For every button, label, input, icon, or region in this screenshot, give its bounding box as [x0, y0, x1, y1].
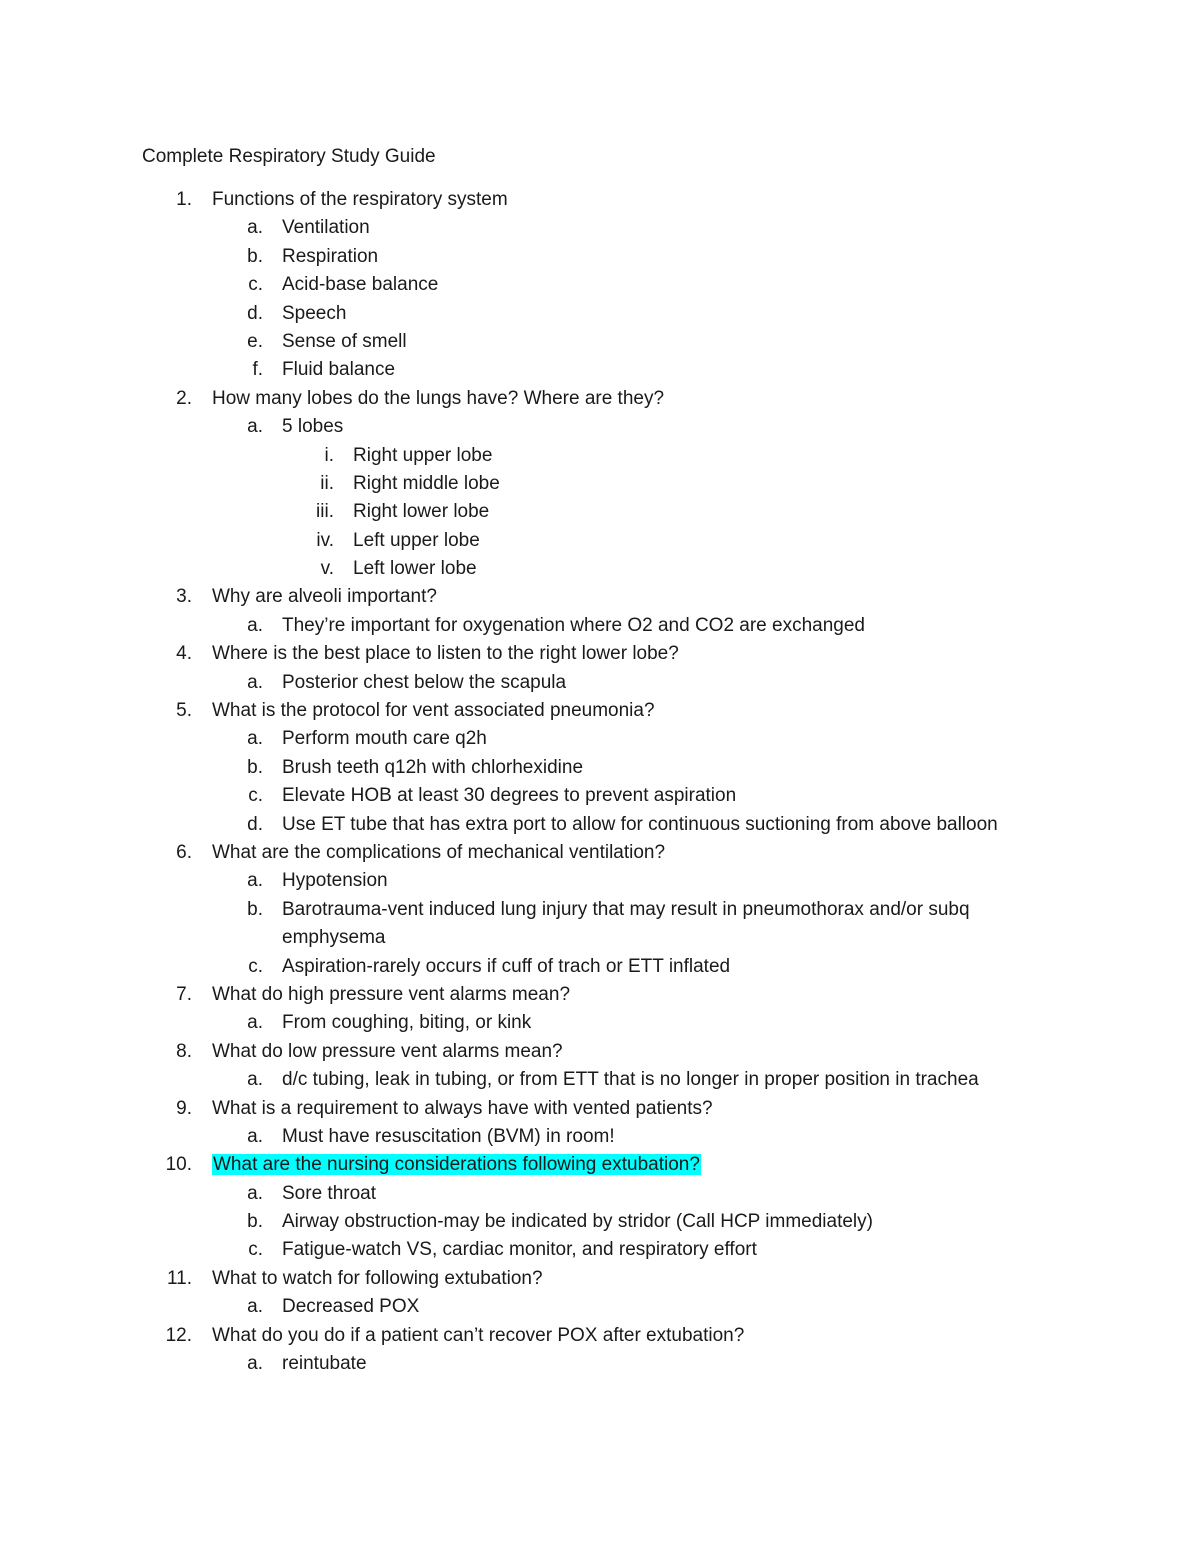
answer-item: [0, 1293, 1200, 1321]
question-item: [0, 839, 1200, 867]
answer-text: Ventilation: [282, 217, 370, 239]
answer-item: [0, 896, 1200, 953]
list-marker: d.: [247, 302, 263, 324]
list-marker: a.: [247, 728, 263, 750]
answer-text: Must have resuscitation (BVM) in room!: [282, 1125, 615, 1147]
list-marker: a.: [247, 614, 263, 636]
answer-item: [0, 754, 1200, 782]
answer-text: 5 lobes: [282, 416, 344, 438]
question-item: [0, 385, 1200, 413]
list-marker: 11.: [166, 1267, 192, 1289]
answer-item: [0, 725, 1200, 753]
list-marker: f.: [252, 359, 263, 381]
question-text: What are the complications of mechanical ventilation?: [212, 841, 666, 863]
answer-item: [0, 328, 1200, 356]
answer-text: Barotrauma-vent induced lung injury that may result in pneumothorax and/or subq emphysema: [282, 898, 970, 949]
answer-item: [0, 1236, 1200, 1264]
list-marker: 7.: [176, 983, 192, 1005]
answer-text: Fluid balance: [282, 359, 396, 381]
question-text: [212, 1151, 701, 1179]
list-marker: i.: [324, 444, 334, 466]
question-item: [0, 1322, 1200, 1350]
answer-text: Hypotension: [282, 870, 388, 892]
answer-text: They’re important for oxygenation where O2 and CO2 are exchanged: [282, 614, 865, 636]
question-item: [0, 186, 1200, 214]
list-marker: a.: [247, 1069, 263, 1091]
answer-item: [0, 782, 1200, 810]
list-marker: iii.: [316, 501, 334, 523]
list-marker: iv.: [316, 529, 334, 551]
list-marker: 1.: [176, 189, 192, 210]
answer-text: Respiration: [282, 245, 379, 267]
question-text: What do you do if a patient can’t recover POX after extubation?: [212, 1324, 745, 1346]
sub-answer-item: [0, 470, 1200, 498]
answer-item: [0, 1180, 1200, 1208]
list-marker: a.: [247, 416, 263, 438]
question-item: [0, 1095, 1200, 1123]
list-marker: a.: [247, 217, 263, 239]
list-marker: 3.: [176, 586, 192, 608]
list-marker: a.: [247, 1125, 263, 1147]
list-marker: e.: [247, 330, 263, 352]
list-marker: 6.: [176, 841, 192, 863]
list-marker: 9.: [176, 1097, 192, 1119]
answer-item: [0, 669, 1200, 697]
answer-item: [0, 1009, 1200, 1037]
question-text: What is a requirement to always have with vented patients?: [212, 1097, 713, 1119]
list-marker: a.: [247, 671, 263, 693]
list-marker: c.: [248, 274, 263, 296]
answer-text: Aspiration-rarely occurs if cuff of trach or ETT inflated: [282, 955, 731, 977]
answer-text: reintubate: [282, 1353, 367, 1375]
answer-item: [0, 811, 1200, 839]
list-marker: c.: [248, 955, 263, 977]
list-marker: b.: [247, 756, 263, 778]
list-marker: b.: [247, 245, 263, 267]
answer-item: [0, 1350, 1200, 1378]
answer-text: Airway obstruction-may be indicated by stridor (Call HCP immediately): [282, 1211, 873, 1233]
list-marker: v.: [320, 558, 334, 580]
list-marker: a.: [247, 1296, 263, 1318]
list-marker: 4.: [176, 643, 192, 665]
answer-text: Acid-base balance: [282, 274, 439, 296]
answer-text: Brush teeth q12h with chlorhexidine: [282, 756, 584, 778]
list-marker: a.: [247, 1012, 263, 1034]
list-marker: b.: [247, 898, 263, 920]
answer-text: Left upper lobe: [353, 529, 480, 551]
question-text: What to watch for following extubation?: [212, 1267, 543, 1289]
answer-item: [0, 413, 1200, 441]
answer-text: Posterior chest below the scapula: [282, 671, 567, 693]
sub-answer-item: [0, 527, 1200, 555]
question-item: [0, 981, 1200, 1009]
list-marker: c.: [248, 1239, 263, 1261]
list-marker: 10.: [165, 1154, 192, 1176]
sub-answer-item: [0, 498, 1200, 526]
answer-item: [0, 867, 1200, 895]
list-marker: a.: [247, 1182, 263, 1204]
document-title: Complete Respiratory Study Guide: [142, 146, 436, 167]
answer-item: [0, 1066, 1200, 1094]
question-item: [0, 697, 1200, 725]
question-text: What is the protocol for vent associated pneumonia?: [212, 700, 655, 722]
answer-item: [0, 1208, 1200, 1236]
answer-item: [0, 612, 1200, 640]
answer-text: Fatigue-watch VS, cardiac monitor, and respiratory effort: [282, 1239, 757, 1261]
answer-text: Decreased POX: [282, 1296, 420, 1318]
answer-text: Right upper lobe: [353, 444, 493, 466]
answer-text: Right middle lobe: [353, 472, 500, 494]
answer-text: Speech: [282, 302, 347, 324]
answer-item: [0, 271, 1200, 299]
list-marker: 8.: [176, 1040, 192, 1062]
question-text: How many lobes do the lungs have? Where are they?: [212, 387, 665, 409]
question-item: [0, 583, 1200, 611]
answer-text: d/c tubing, leak in tubing, or from ETT that is no longer in proper position in trachea: [282, 1069, 979, 1091]
answer-text: From coughing, biting, or kink: [282, 1012, 532, 1034]
question-item: [0, 1038, 1200, 1066]
answer-item: [0, 953, 1200, 981]
answer-text: Perform mouth care q2h: [282, 728, 487, 750]
answer-text: Elevate HOB at least 30 degrees to prevent aspiration: [282, 785, 737, 807]
list-marker: 5.: [176, 700, 192, 722]
list-marker: 12.: [165, 1324, 192, 1346]
study-guide-outline: [0, 186, 1200, 1378]
question-text: What do high pressure vent alarms mean?: [212, 983, 571, 1005]
question-text: Why are alveoli important?: [212, 586, 437, 608]
answer-item: [0, 243, 1200, 271]
answer-text: Right lower lobe: [353, 501, 490, 523]
list-marker: a.: [247, 870, 263, 892]
sub-answer-item: [0, 555, 1200, 583]
answer-item: [0, 356, 1200, 384]
answer-item: [0, 1123, 1200, 1151]
question-item: [0, 1265, 1200, 1293]
sub-answer-item: [0, 442, 1200, 470]
question-item: [0, 1151, 1200, 1179]
question-item: [0, 640, 1200, 668]
answer-text: Sore throat: [282, 1182, 376, 1204]
answer-text: Use ET tube that has extra port to allow for continuous suctioning from above balloon: [282, 813, 998, 835]
list-marker: ii.: [320, 472, 334, 494]
answer-text: Sense of smell: [282, 330, 407, 352]
question-text: Functions of the respiratory system: [212, 189, 508, 210]
question-text: What do low pressure vent alarms mean?: [212, 1040, 563, 1062]
list-marker: 2.: [176, 387, 192, 409]
answer-text: Left lower lobe: [353, 558, 477, 580]
list-marker: a.: [247, 1353, 263, 1375]
list-marker: d.: [247, 813, 263, 835]
question-text: Where is the best place to listen to the right lower lobe?: [212, 643, 679, 665]
highlighted-text: What are the nursing considerations following extubation?: [213, 1154, 700, 1176]
list-marker: c.: [248, 785, 263, 807]
answer-item: [0, 214, 1200, 242]
list-marker: b.: [247, 1211, 263, 1233]
answer-item: [0, 300, 1200, 328]
